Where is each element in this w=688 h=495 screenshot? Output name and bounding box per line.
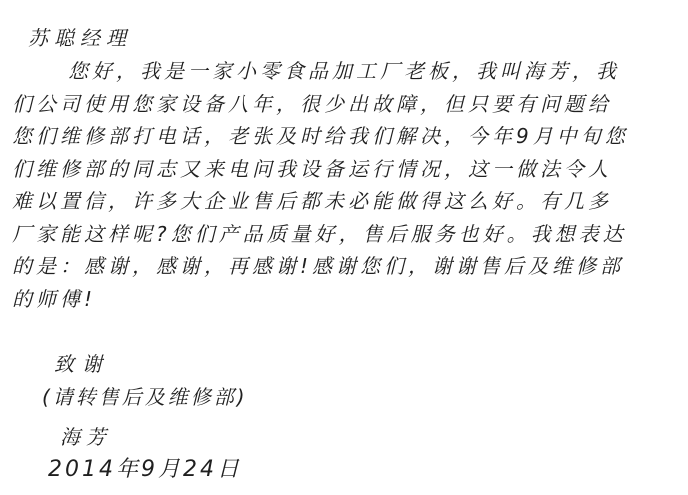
letter-salutation: 苏聪经理 [28,26,132,50]
letter-body [12,55,676,315]
letter-body-line-6: 厂家能这样呢?您们产品质量好，售后服务也好。我想表达 [12,221,627,246]
letter-forward-note: (请转售后及维修部) [42,385,248,409]
letter-body-line-1: 您好，我是一家小零食品加工厂老板，我叫海芳，我 [68,59,620,83]
letter-body-line-3: 您们维修部打电话，老张及时给我们解决，今年9月中旬您 [12,124,629,148]
letter-signature: 海芳 [60,425,112,449]
letter-date: 2014年9月24日 [48,457,242,482]
letter-body-line-2: 们公司使用您家设备八年，很少出故障，但只要有问题给 [12,91,612,116]
letter-body-line-8: 的师傅! [12,286,97,311]
letter-body-line-4: 们维修部的同志又来电问我设备运行情况，这一做法令人 [12,156,612,181]
letter-closing: 致谢 [54,352,110,376]
letter-body-line-5: 难以置信，许多大企业售后都未必能做得这么好。有几多 [12,189,612,213]
letter-body-line-7: 的是：感谢，感谢，再感谢!感谢您们，谢谢售后及维修部 [12,254,625,278]
